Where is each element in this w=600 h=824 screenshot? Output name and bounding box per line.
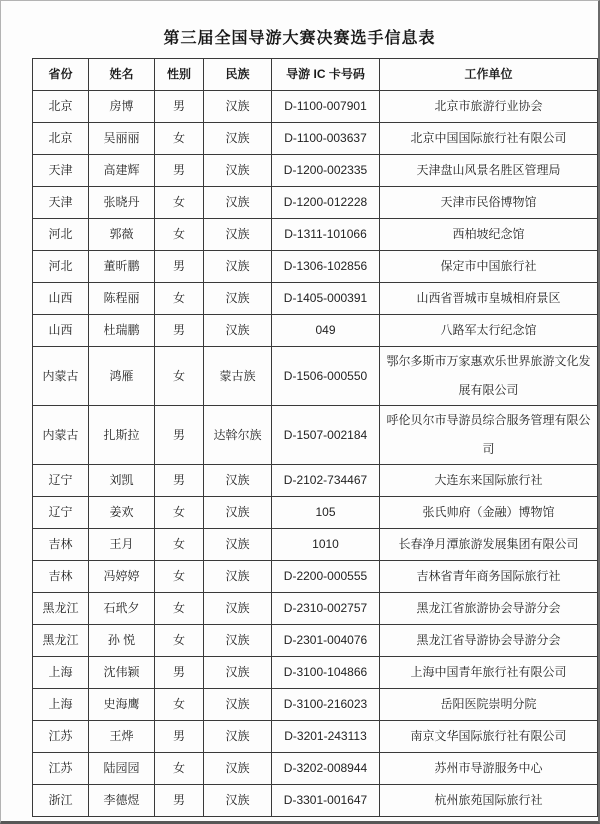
cell-name: 姜欢: [89, 497, 155, 529]
cell-ic-card: D-1506-000550: [272, 347, 380, 406]
table-row: [33, 155, 598, 187]
cell-province: 内蒙古: [33, 406, 89, 465]
cell-name: 王烨: [89, 721, 155, 753]
cell-gender: 女: [155, 529, 204, 561]
cell-ic-card: D-2301-004076: [272, 625, 380, 657]
cell-ethnicity: 汉族: [204, 593, 272, 625]
cell-province: 内蒙古: [33, 347, 89, 406]
cell-name: 张晓丹: [89, 187, 155, 219]
cell-work-unit: 八路军太行纪念馆: [380, 315, 598, 347]
cell-work-unit: 上海中国青年旅行社有限公司: [380, 657, 598, 689]
cell-ethnicity: 汉族: [204, 465, 272, 497]
column-header-work-unit: 工作单位: [380, 59, 598, 91]
cell-name: 高建辉: [89, 155, 155, 187]
cell-ethnicity: 汉族: [204, 753, 272, 785]
cell-work-unit: 杭州旅苑国际旅行社: [380, 785, 598, 817]
cell-work-unit: 天津市民俗博物馆: [380, 187, 598, 219]
cell-ethnicity: 汉族: [204, 251, 272, 283]
cell-ethnicity: 汉族: [204, 155, 272, 187]
cell-name: 房博: [89, 91, 155, 123]
cell-name: 鸿雁: [89, 347, 155, 406]
cell-ethnicity: 达斡尔族: [204, 406, 272, 465]
cell-ic-card: D-1507-002184: [272, 406, 380, 465]
cell-province: 山西: [33, 315, 89, 347]
cell-gender: 女: [155, 347, 204, 406]
cell-gender: 男: [155, 251, 204, 283]
table-row: [33, 283, 598, 315]
cell-province: 吉林: [33, 561, 89, 593]
cell-gender: 女: [155, 753, 204, 785]
cell-gender: 女: [155, 219, 204, 251]
cell-ic-card: D-3100-104866: [272, 657, 380, 689]
cell-name: 陆园园: [89, 753, 155, 785]
cell-province: 河北: [33, 251, 89, 283]
column-header-name: 姓名: [89, 59, 155, 91]
cell-gender: 女: [155, 561, 204, 593]
cell-name: 扎斯拉: [89, 406, 155, 465]
cell-ic-card: D-3201-243113: [272, 721, 380, 753]
cell-ethnicity: 汉族: [204, 625, 272, 657]
cell-ethnicity: 汉族: [204, 123, 272, 155]
column-header-gender: 性别: [155, 59, 204, 91]
table-row: [33, 625, 598, 657]
cell-name: 杜瑞鹏: [89, 315, 155, 347]
cell-gender: 女: [155, 625, 204, 657]
cell-ethnicity: 汉族: [204, 721, 272, 753]
cell-ethnicity: 蒙古族: [204, 347, 272, 406]
cell-gender: 男: [155, 657, 204, 689]
cell-ethnicity: 汉族: [204, 689, 272, 721]
column-header-ic-card: 导游 IC 卡号码: [272, 59, 380, 91]
cell-work-unit: 苏州市导游服务中心: [380, 753, 598, 785]
cell-ethnicity: 汉族: [204, 497, 272, 529]
cell-ic-card: D-3202-008944: [272, 753, 380, 785]
cell-province: 辽宁: [33, 497, 89, 529]
table-row: [33, 406, 598, 465]
cell-gender: 女: [155, 283, 204, 315]
cell-work-unit: 吉林省青年商务国际旅行社: [380, 561, 598, 593]
cell-province: 黑龙江: [33, 593, 89, 625]
cell-province: 天津: [33, 155, 89, 187]
cell-work-unit: 鄂尔多斯市万家惠欢乐世界旅游文化发展有限公司: [380, 347, 598, 406]
cell-name: 陈程丽: [89, 283, 155, 315]
cell-ic-card: D-1100-003637: [272, 123, 380, 155]
cell-province: 上海: [33, 657, 89, 689]
cell-work-unit: 北京市旅游行业协会: [380, 91, 598, 123]
cell-ic-card: D-1311-101066: [272, 219, 380, 251]
cell-ic-card: 049: [272, 315, 380, 347]
table-header-row: [33, 59, 598, 91]
cell-gender: 女: [155, 123, 204, 155]
table-row: [33, 721, 598, 753]
cell-gender: 女: [155, 187, 204, 219]
cell-name: 冯婷婷: [89, 561, 155, 593]
cell-name: 王月: [89, 529, 155, 561]
cell-province: 河北: [33, 219, 89, 251]
cell-work-unit: 黑龙江省旅游协会导游分会: [380, 593, 598, 625]
cell-province: 黑龙江: [33, 625, 89, 657]
cell-province: 北京: [33, 123, 89, 155]
cell-ethnicity: 汉族: [204, 785, 272, 817]
table-row: [33, 593, 598, 625]
table-row: [33, 561, 598, 593]
cell-name: 石玳夕: [89, 593, 155, 625]
cell-name: 史海鹰: [89, 689, 155, 721]
cell-work-unit: 岳阳医院崇明分院: [380, 689, 598, 721]
table-row: [33, 497, 598, 529]
cell-ic-card: D-1200-002335: [272, 155, 380, 187]
cell-ethnicity: 汉族: [204, 187, 272, 219]
cell-work-unit: 长春净月潭旅游发展集团有限公司: [380, 529, 598, 561]
cell-work-unit: 山西省晋城市皇城相府景区: [380, 283, 598, 315]
table-row: [33, 123, 598, 155]
cell-ic-card: D-2200-000555: [272, 561, 380, 593]
cell-name: 李德煜: [89, 785, 155, 817]
cell-gender: 男: [155, 465, 204, 497]
table-row: [33, 785, 598, 817]
cell-work-unit: 南京文华国际旅行社有限公司: [380, 721, 598, 753]
cell-gender: 男: [155, 91, 204, 123]
cell-province: 辽宁: [33, 465, 89, 497]
table-row: [33, 251, 598, 283]
table-row: [33, 529, 598, 561]
cell-province: 天津: [33, 187, 89, 219]
table-row: [33, 187, 598, 219]
cell-province: 江苏: [33, 753, 89, 785]
cell-ic-card: D-1405-000391: [272, 283, 380, 315]
table-row: [33, 91, 598, 123]
cell-work-unit: 黑龙江省导游协会导游分会: [380, 625, 598, 657]
cell-ethnicity: 汉族: [204, 561, 272, 593]
cell-name: 沈伟颖: [89, 657, 155, 689]
cell-name: 孙 悦: [89, 625, 155, 657]
cell-ic-card: D-1200-012228: [272, 187, 380, 219]
table-row: [33, 219, 598, 251]
cell-work-unit: 北京中国国际旅行社有限公司: [380, 123, 598, 155]
cell-gender: 男: [155, 721, 204, 753]
cell-province: 山西: [33, 283, 89, 315]
cell-gender: 女: [155, 497, 204, 529]
cell-work-unit: 大连东来国际旅行社: [380, 465, 598, 497]
cell-gender: 男: [155, 155, 204, 187]
table-row: [33, 347, 598, 406]
cell-province: 北京: [33, 91, 89, 123]
cell-name: 吴丽丽: [89, 123, 155, 155]
cell-ic-card: 105: [272, 497, 380, 529]
table-row: [33, 465, 598, 497]
cell-province: 江苏: [33, 721, 89, 753]
column-header-ethnicity: 民族: [204, 59, 272, 91]
cell-gender: 女: [155, 593, 204, 625]
cell-province: 浙江: [33, 785, 89, 817]
cell-ethnicity: 汉族: [204, 315, 272, 347]
cell-ic-card: D-2102-734467: [272, 465, 380, 497]
cell-name: 刘凯: [89, 465, 155, 497]
cell-ic-card: D-3301-001647: [272, 785, 380, 817]
cell-province: 上海: [33, 689, 89, 721]
cell-ic-card: 1010: [272, 529, 380, 561]
table-row: [33, 315, 598, 347]
cell-province: 吉林: [33, 529, 89, 561]
table-body: [33, 91, 598, 817]
cell-gender: 男: [155, 315, 204, 347]
cell-ethnicity: 汉族: [204, 283, 272, 315]
cell-ethnicity: 汉族: [204, 91, 272, 123]
cell-ic-card: D-2310-002757: [272, 593, 380, 625]
table-row: [33, 689, 598, 721]
cell-work-unit: 西柏坡纪念馆: [380, 219, 598, 251]
cell-ethnicity: 汉族: [204, 219, 272, 251]
cell-gender: 男: [155, 785, 204, 817]
table-row: [33, 657, 598, 689]
cell-ethnicity: 汉族: [204, 657, 272, 689]
column-header-province: 省份: [33, 59, 89, 91]
cell-work-unit: 呼伦贝尔市导游员综合服务管理有限公司: [380, 406, 598, 465]
cell-name: 董昕鹏: [89, 251, 155, 283]
cell-gender: 男: [155, 406, 204, 465]
cell-work-unit: 保定市中国旅行社: [380, 251, 598, 283]
page-title: 第三届全国导游大赛决赛选手信息表: [163, 30, 436, 47]
cell-ethnicity: 汉族: [204, 529, 272, 561]
cell-name: 郭薇: [89, 219, 155, 251]
cell-gender: 女: [155, 689, 204, 721]
cell-ic-card: D-1306-102856: [272, 251, 380, 283]
contestant-table: [32, 58, 598, 817]
cell-ic-card: D-3100-216023: [272, 689, 380, 721]
cell-work-unit: 天津盘山风景名胜区管理局: [380, 155, 598, 187]
table-row: [33, 753, 598, 785]
cell-work-unit: 张氏帅府（金融）博物馆: [380, 497, 598, 529]
cell-ic-card: D-1100-007901: [272, 91, 380, 123]
